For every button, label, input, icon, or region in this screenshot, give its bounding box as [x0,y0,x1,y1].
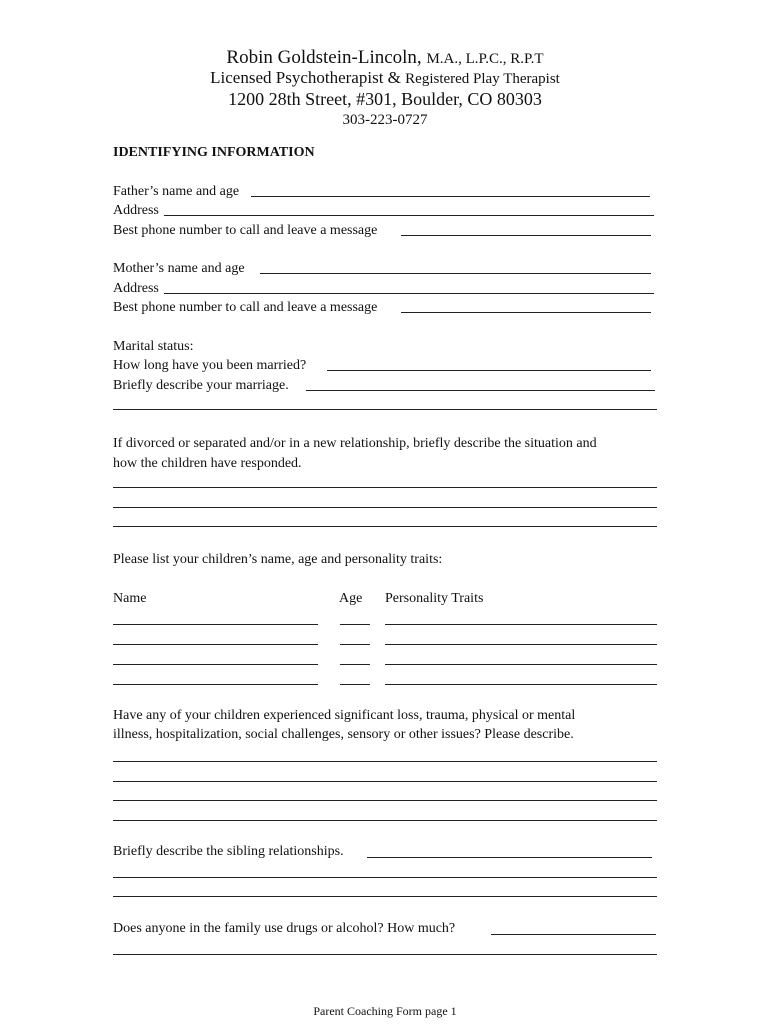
marriage-length-field[interactable] [327,370,651,371]
credentials-text: M.A., L.P.C., R.P.T [426,51,544,67]
practitioner-name [0,47,770,70]
practice-address: 1200 28th Street, #301, Boulder, CO 80303 [228,89,542,109]
drugs-answer-inline[interactable] [491,934,656,935]
issues-answer-line-3[interactable] [113,800,657,801]
siblings-question: Briefly describe the sibling relationships. [113,844,344,859]
divorce-answer-line-3[interactable] [113,526,657,527]
marital-status-label: Marital status: [113,339,194,354]
child-2-age-field[interactable] [340,644,370,645]
father-phone-field[interactable] [401,235,651,236]
child-2-traits-field[interactable] [385,644,657,645]
divorce-question-line-2: how the children have responded. [113,456,302,471]
title-text: Licensed Psychotherapist & [210,68,401,87]
divorce-question-line-1: If divorced or separated and/or in a new relationship, briefly describe the situation and [113,436,597,451]
issues-question-line-2: illness, hospitalization, social challenges, sensory or other issues? Please describe. [113,727,574,742]
section-heading: IDENTIFYING INFORMATION [113,145,315,160]
siblings-answer-inline[interactable] [367,857,652,858]
issues-answer-line-2[interactable] [113,781,657,782]
practitioner-title [0,68,770,89]
children-col-name: Name [113,591,147,606]
children-col-traits: Personality Traits [385,591,484,606]
issues-answer-line-1[interactable] [113,761,657,762]
child-1-name-field[interactable] [113,624,318,625]
siblings-answer-line-2[interactable] [113,896,657,897]
divorce-answer-line-2[interactable] [113,507,657,508]
father-name-age-label: Father’s name and age [113,184,240,199]
child-4-age-field[interactable] [340,684,370,685]
child-3-age-field[interactable] [340,664,370,665]
mother-address-field[interactable] [164,293,654,294]
father-address-field[interactable] [164,215,654,216]
father-address-label: Address [113,203,159,218]
marriage-describe-field-2[interactable] [113,409,657,410]
issues-question-line-1: Have any of your children experienced significant loss, trauma, physical or mental [113,708,576,723]
siblings-answer-line-1[interactable] [113,877,657,878]
marriage-describe-label: Briefly describe your marriage. [113,378,289,393]
children-prompt: Please list your children’s name, age and personality traits: [113,552,443,567]
child-4-name-field[interactable] [113,684,318,685]
child-3-name-field[interactable] [113,664,318,665]
child-4-traits-field[interactable] [385,684,657,685]
mother-phone-label: Best phone number to call and leave a message [113,300,378,315]
mother-phone-field[interactable] [401,312,651,313]
child-1-age-field[interactable] [340,624,370,625]
child-1-traits-field[interactable] [385,624,657,625]
father-name-age-field[interactable] [251,196,650,197]
drugs-answer-line-1[interactable] [113,954,657,955]
practice-phone: 303-223-0727 [342,112,428,128]
name-text: Robin Goldstein-Lincoln, [226,47,422,68]
mother-name-age-field[interactable] [260,273,651,274]
marriage-describe-field[interactable] [306,390,655,391]
child-3-traits-field[interactable] [385,664,657,665]
mother-name-age-label: Mother’s name and age [113,261,245,276]
child-2-name-field[interactable] [113,644,318,645]
mother-address-label: Address [113,281,159,296]
drugs-question: Does anyone in the family use drugs or alcohol? How much? [113,921,456,936]
divorce-answer-line-1[interactable] [113,487,657,488]
page-footer: Parent Coaching Form page 1 [313,1004,457,1018]
children-col-age: Age [339,591,363,606]
father-phone-label: Best phone number to call and leave a message [113,223,378,238]
issues-answer-line-4[interactable] [113,820,657,821]
title-rest-text: Registered Play Therapist [405,71,560,87]
marriage-length-label: How long have you been married? [113,358,307,373]
